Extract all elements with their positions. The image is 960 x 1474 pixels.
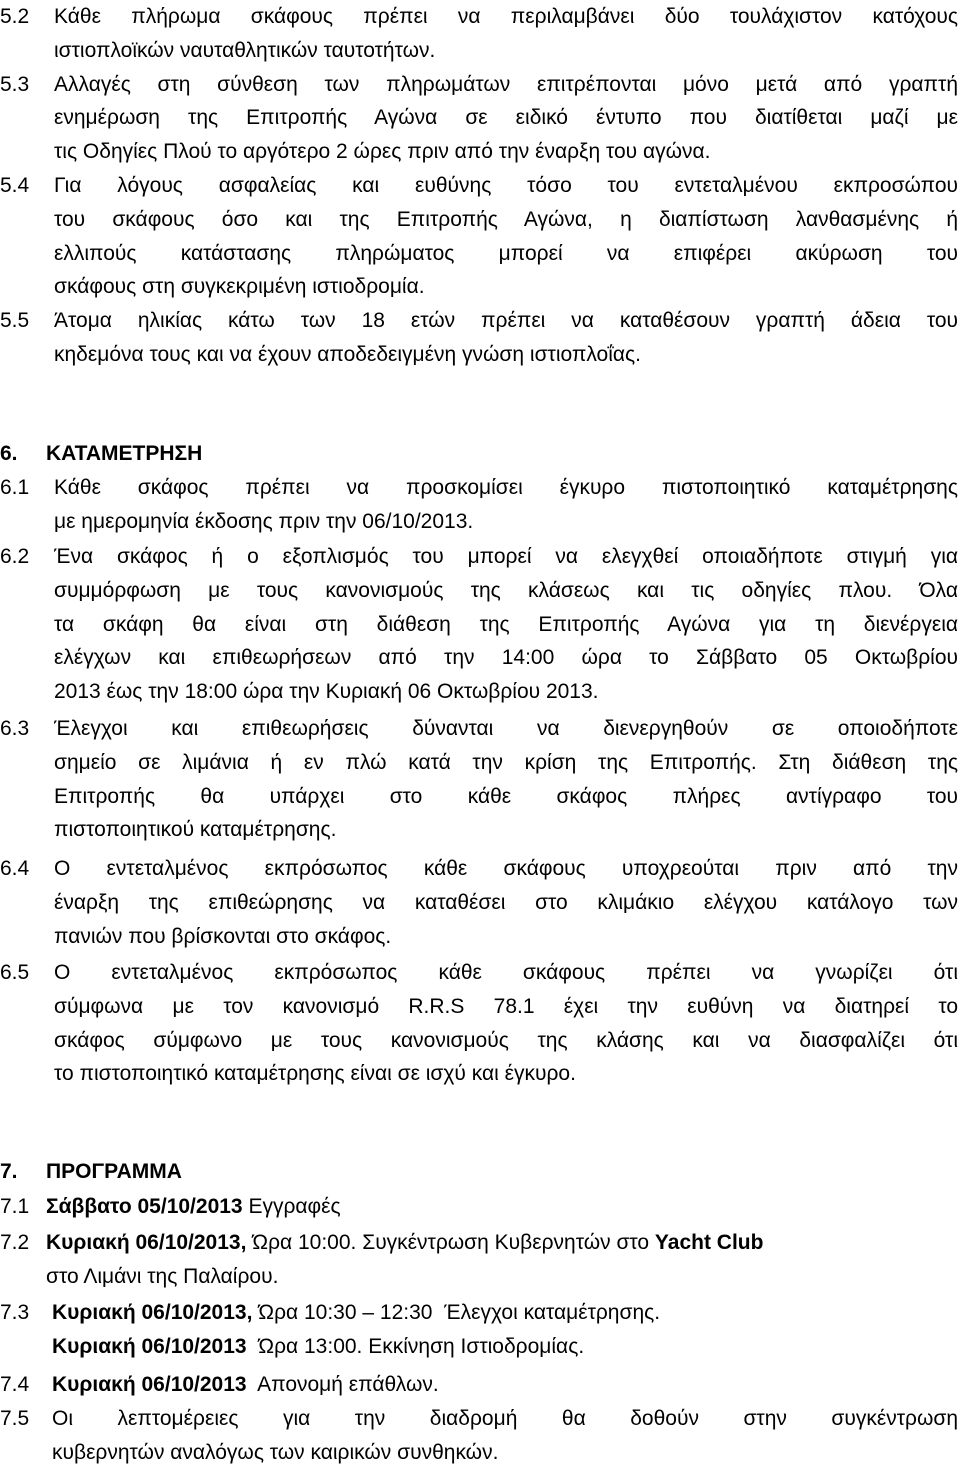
paragraph-line: Αλλαγές στη σύνθεση των πληρωμάτων επιτρέπονται μόνο μετά από γραπτή	[54, 72, 958, 96]
paragraph-line: τις Οδηγίες Πλού το αργότερο 2 ώρες πριν από την έναρξη του αγώνα.	[54, 140, 711, 164]
paragraph-line: ενημέρωση της Επιτροπής Αγώνα σε ειδικό έντυπο που διατίθεται μαζί με	[54, 106, 958, 130]
paragraph-line: ελέγχων και επιθεωρήσεων από την 14:00 ώρα το Σάββατο 05 Οκτωβρίου	[54, 646, 958, 670]
paragraph-line: Ο εντεταλμένος εκπρόσωπος κάθε σκάφους πρέπει να γνωρίζει ότι	[54, 961, 958, 984]
heading-title: ΚΑΤΑΜΕΤΡΗΣΗ	[46, 442, 203, 465]
schedule-text: Απονομή επάθλων.	[246, 1373, 439, 1396]
paragraph-line: έναρξη της επιθεώρησης να καταθέσει στο κλιμάκιο ελέγχου κατάλογο των	[54, 890, 958, 914]
schedule-date: Σάββατο 05/10/2013	[46, 1195, 243, 1218]
paragraph-line: σημείο σε λιμάνια ή εν πλώ κατά την κρίση της Επιτροπής. Στη διάθεση της	[54, 750, 958, 774]
paragraph-line: Έλεγχοι και επιθεωρήσεις δύνανται να διενεργηθούν σε οποιοδήποτε	[54, 717, 958, 740]
section-heading-6	[0, 437, 202, 471]
paragraph-6-4	[0, 852, 958, 953]
paragraph-number: 6.5	[0, 961, 30, 984]
paragraph-line: Για λόγους ασφαλείας και ευθύνης τόσο του εντεταλμένου εκπροσώπου	[54, 174, 958, 197]
heading-number: 7.	[0, 1160, 18, 1183]
paragraph-number: 6.4	[0, 857, 30, 880]
paragraph-6-1	[0, 471, 958, 539]
paragraph-line: Οι λεπτομέρειες για την διαδρομή θα δοθούν στην συγκέντρωση	[52, 1407, 958, 1430]
paragraph-line: σκάφους στη συγκεκριμένη ιστιοδρομία.	[54, 275, 425, 299]
paragraph-line: Κάθε πλήρωμα σκάφους πρέπει να περιλαμβάνει δύο τουλάχιστον κατόχους	[54, 5, 958, 28]
paragraph-line: Ένα σκάφος ή ο εξοπλισμός του μπορεί να ελεγχθεί οποιαδήποτε στιγμή για	[54, 545, 958, 568]
paragraph-line: ιστιοπλοϊκών ναυταθλητικών ταυτοτήτων.	[54, 38, 436, 62]
schedule-text: στο Λιμάνι της Παλαίρου.	[46, 1264, 279, 1288]
schedule-date: Κυριακή 06/10/2013,	[46, 1231, 247, 1254]
paragraph-number: 7.3	[0, 1301, 30, 1324]
paragraph-line: κηδεμόνα τους και να έχουν αποδεδειγμένη γνώση ιστιοπλοΐας.	[54, 342, 641, 366]
paragraph-5-2	[0, 0, 958, 68]
schedule-text: Ώρα 10:00. Συγκέντρωση Κυβερνητών στο	[246, 1231, 655, 1254]
paragraph-line: Ο εντεταλμένος εκπρόσωπος κάθε σκάφους υποχρεούται πριν από την	[54, 857, 958, 880]
paragraph-number: 7.4	[0, 1373, 30, 1396]
paragraph-line: Άτομα ηλικίας κάτω των 18 ετών πρέπει να καταθέσουν γραπτή άδεια του	[54, 309, 958, 332]
paragraph-7-3	[0, 1296, 958, 1364]
schedule-text: Ώρα 13:00. Εκκίνηση Ιστιοδρομίας.	[246, 1334, 585, 1358]
paragraph-number: 7.5	[0, 1407, 30, 1430]
paragraph-line: το πιστοποιητικό καταμέτρησης είναι σε ισχύ και έγκυρο.	[54, 1062, 576, 1086]
schedule-text: Εγγραφές	[242, 1195, 341, 1218]
paragraph-7-2	[0, 1226, 958, 1294]
schedule-date: Κυριακή 06/10/2013	[52, 1373, 247, 1396]
schedule-text: Ώρα 10:30 – 12:30 Έλεγχοι καταμέτρησης.	[252, 1301, 661, 1324]
paragraph-line: Επιτροπής θα υπάρχει στο κάθε σκάφος πλήρες αντίγραφο του	[54, 784, 958, 808]
paragraph-number: 6.2	[0, 545, 30, 568]
paragraph-number: 6.3	[0, 717, 30, 740]
paragraph-line: τα σκάφη θα είναι στη διάθεση της Επιτροπής Αγώνα για τη διενέργεια	[54, 612, 958, 636]
section-heading-7	[0, 1155, 182, 1189]
schedule-date: Κυριακή 06/10/2013,	[52, 1301, 253, 1324]
paragraph-number: 5.2	[0, 5, 30, 28]
paragraph-line: με ημερομηνία έκδοσης πριν την 06/10/2013.	[54, 509, 474, 533]
paragraph-5-4	[0, 169, 958, 304]
paragraph-number: 7.2	[0, 1231, 30, 1254]
heading-title: ΠΡΟΓΡΑΜΜΑ	[46, 1160, 182, 1183]
paragraph-6-3	[0, 712, 958, 847]
paragraph-number: 5.4	[0, 174, 30, 197]
paragraph-6-2	[0, 540, 958, 709]
paragraph-number: 7.1	[0, 1195, 30, 1218]
paragraph-line: σκάφος σύμφωνο με τους κανονισμούς της κλάσης και να διασφαλίζει ότι	[54, 1028, 958, 1052]
paragraph-5-5	[0, 304, 958, 372]
paragraph-line: 2013 έως την 18:00 ώρα την Κυριακή 06 Οκτωβρίου 2013.	[54, 680, 599, 704]
paragraph-line: πιστοποιητικού καταμέτρησης.	[54, 818, 337, 842]
schedule-date: Κυριακή 06/10/2013	[52, 1334, 247, 1358]
paragraph-line: του σκάφους όσο και της Επιτροπής Αγώνα, η διαπίστωση λανθασμένης ή	[54, 207, 958, 231]
paragraph-number: 5.3	[0, 72, 30, 96]
heading-number: 6.	[0, 442, 18, 465]
paragraph-number: 6.1	[0, 476, 30, 499]
paragraph-line: Κάθε σκάφος πρέπει να προσκομίσει έγκυρο πιστοποιητικό καταμέτρησης	[54, 476, 958, 499]
venue-name: Yacht Club	[654, 1231, 764, 1254]
paragraph-line: συμμόρφωση με τους κανονισμούς της κλάσεως και τις οδηγίες πλου. Όλα	[54, 578, 958, 602]
paragraph-number: 5.5	[0, 309, 30, 332]
paragraph-line: κυβερνητών αναλόγως των καιρικών συνθηκών.	[52, 1440, 499, 1464]
paragraph-5-3	[0, 68, 958, 169]
paragraph-6-5	[0, 956, 958, 1091]
paragraph-7-1	[0, 1190, 958, 1224]
paragraph-7-5	[0, 1402, 958, 1470]
paragraph-line: ελλιπούς κατάστασης πληρώματος μπορεί να επιφέρει ακύρωση του	[54, 241, 958, 265]
paragraph-7-4	[0, 1368, 958, 1402]
paragraph-line: σύμφωνα με τον κανονισμό R.R.S 78.1 έχει την ευθύνη να διατηρεί το	[54, 994, 958, 1018]
paragraph-line: πανιών που βρίσκονται στο σκάφος.	[54, 924, 392, 948]
